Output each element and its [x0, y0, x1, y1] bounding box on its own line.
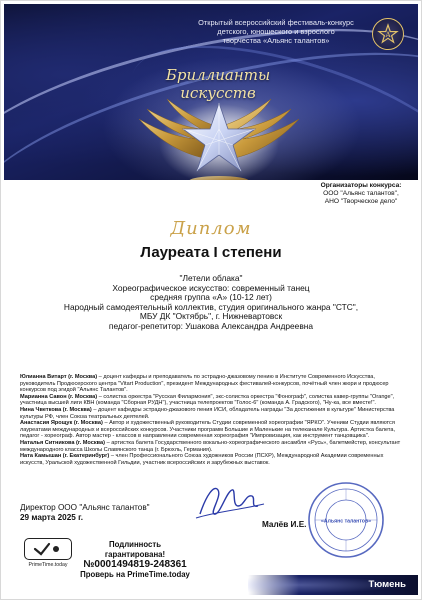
svg-text:A: A [385, 31, 391, 39]
organizer-line: АНО "Творческое дело" [324, 197, 398, 205]
jury-member-name: Ната Камышан (г. Екатеринбург) [20, 453, 110, 460]
jury-member-name: Юлианна Витарт (г. Москва) [20, 374, 98, 380]
jury-member-bio: – Автор и художественный руководитель Студии современной хореографии "ЯРКО". Ученики Студии являются лауреатами международных и всероссийских конкурсов. Участники программ Большие и Маленькие на телеканале Культура. Артистка балета, педагог - хореограф. Автор мастер - классов в направлении современная хореография "Импровизация, как инструмент танцовщика". [20, 420, 396, 440]
jury-member [20, 374, 408, 394]
official-stamp [306, 480, 386, 560]
primetime-badge-label: PrimeTime.today [28, 562, 68, 568]
participant-institution: МБУ ДК "Октябрь", г. Нижневартовск [139, 311, 283, 322]
star-a-icon [377, 23, 399, 45]
participant-teacher: педагог-репетитор: Ушакова Александра Андреевна [108, 320, 314, 331]
city-name: Тюмень [368, 579, 406, 590]
participant-age-group: средняя группа «A» (10-12 лет) [150, 292, 272, 303]
jury-member [20, 440, 408, 453]
jury-member-bio: – солистка оркестра "Русская Филармония", экс-солистка оркестра "Фонограф", солистка кавер-группы "Orange", участница высшей лиги КВН (команда "Сборная РУДН"), участница телепроектов "Голос-6" (команда А. Градского), "Ну-ка, все вместе!". [20, 393, 395, 407]
participant-info [60, 274, 362, 332]
primetime-badge [20, 538, 76, 568]
director-title: Директор ООО "Альянс талантов" [20, 503, 150, 512]
festival-logo [372, 18, 404, 50]
checkmark-icon [31, 541, 65, 557]
verification-check-link[interactable]: Проверь на PrimeTime.today [80, 570, 190, 579]
jury-member [20, 420, 408, 440]
diploma-title: Диплом [170, 218, 252, 239]
jury-member-name: Нина Чветкова (г. Москва) [20, 406, 92, 413]
brilliant-arts-title: Бриллианты искусств [165, 66, 271, 102]
stamp-center-text: «Альянс талантов» [320, 518, 372, 525]
verification-block [80, 540, 190, 580]
verification-code: №0001494819-248361 [83, 559, 187, 570]
participant-nomination: Хореографическое искусство: современный танец [112, 282, 310, 293]
festival-title [186, 18, 366, 45]
jury-member-name: Марианна Савон (г. Москва) [20, 393, 98, 400]
laureate-degree: Лауреата I степени [140, 244, 282, 261]
crystal-star-emblem [129, 89, 309, 180]
jury-member-bio: – доцент кафедры и преподаватель по эстрадно-джазовому пению в Институте Современного Искусства, руководитель Продюсерского центра "Vitart Production", президент Международных фестивалей-конкурсов, почётный член жюри и продюсер конкурсов под эгидой "Альянс Талантов". [20, 374, 389, 394]
jury-member [20, 394, 408, 407]
director-block [20, 503, 200, 523]
jury-member [20, 453, 408, 466]
director-name: Малёв И.Е. [262, 520, 307, 529]
organizer-line: ООО "Альянс талантов", [323, 189, 399, 197]
participant-collective: Народный самодеятельный коллектив, студия оригинального жанра "СТС", [63, 301, 359, 312]
signature-image [192, 476, 268, 524]
organizers-block [302, 182, 420, 205]
festival-title-line: детского, юношеского и взрослого [217, 27, 335, 36]
header-banner [4, 4, 418, 180]
city-footer [248, 575, 418, 595]
jury-member-bio: – артистка балета Государственного вокально-хореографического ансамбля «Русь», балетмейстер, консультант международного класса Школы Славянского танца (г. Брюхль, Германия). [20, 439, 401, 453]
jury-member-name: Наталья Ситникова (г. Москва) [20, 439, 106, 446]
issue-date: 29 марта 2025 г. [20, 513, 83, 522]
organizers-heading: Организаторы конкурса: [320, 182, 402, 189]
jury-member-bio: – член Профессионального Союза художников России (ПСХР), Международной Академии современных искусств, Уральской художественной Гильдии, участник всероссийских и зарубежных выставок. [20, 453, 384, 466]
primetime-logo [24, 538, 72, 560]
jury-list [20, 374, 408, 466]
jury-member-name: Анастасия Ярощук (г. Москва) [20, 420, 103, 427]
authenticity-guaranteed: Подлинность гарантирована! [104, 540, 166, 559]
jury-member-bio: – доцент кафедры эстрадно-джазового пения ИСИ, обладатель награды "За достижения в культуре" Министерства культуры РФ, член Союза театральных деятелей. [20, 406, 395, 420]
festival-title-line: Открытый всероссийский фестиваль-конкурс [198, 18, 354, 27]
participant-name: "Летели облака" [179, 273, 243, 283]
festival-title-line: творчества «Альянс талантов» [222, 36, 330, 45]
jury-member [20, 407, 408, 420]
